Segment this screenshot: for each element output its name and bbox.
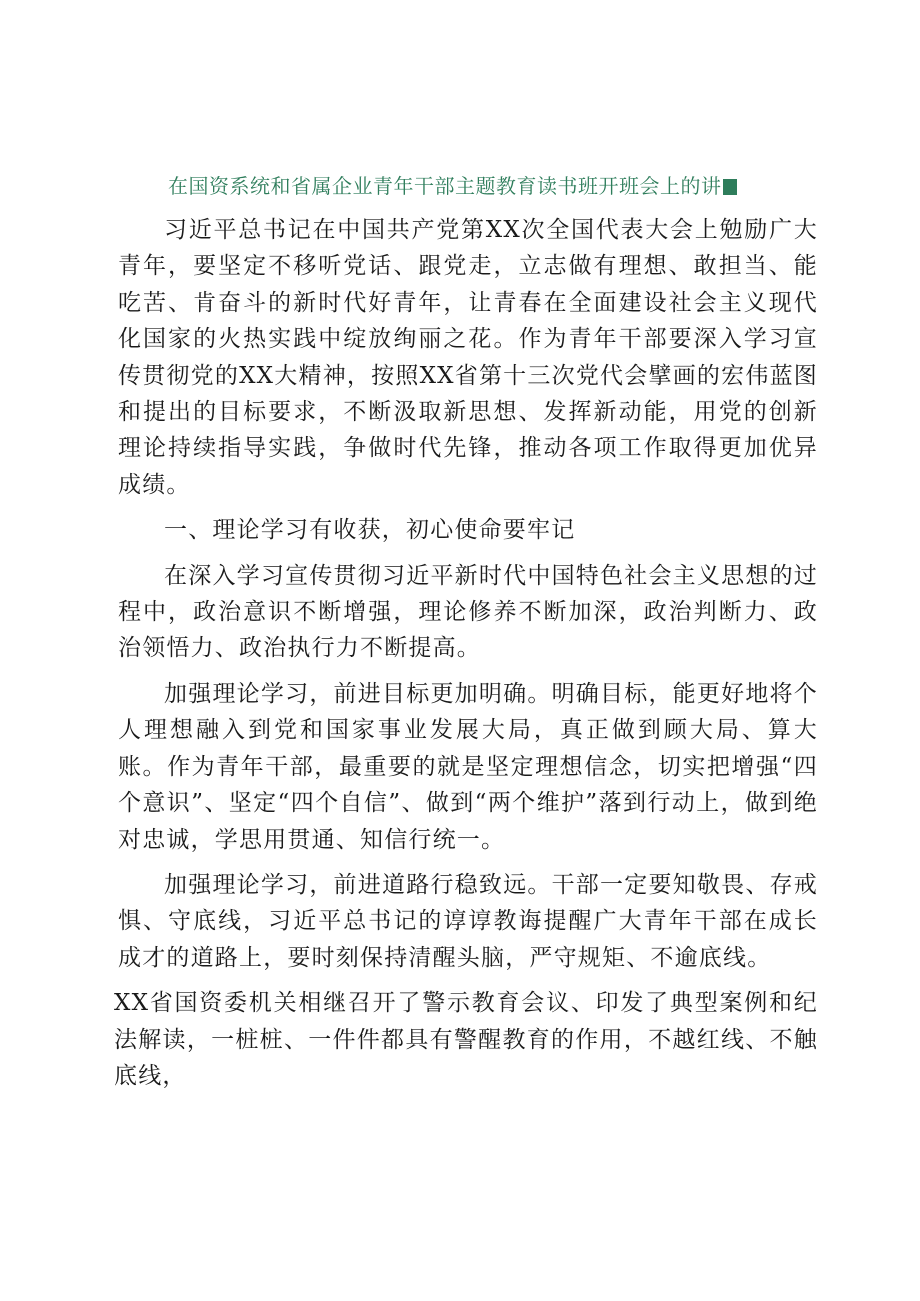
document-title-text: 在国资系统和省属企业青年干部主题教育读书班开班会上的讲 [168,174,722,198]
paragraph-goal: 加强理论学习，前进目标更加明确。明确目标，能更好地将个人理想融入到党和国家事业发展大局，真正做到顾大局、算大账。作为青年干部，最重要的就是坚定理想信念，切实把增强“四个意识”、坚定“四个自信”、做到“两个维护”落到行动上，做到绝对忠诚，学思用贯通、知信行统一。 [118,680,818,853]
document-body [114,212,818,1103]
truncation-mark-icon [723,179,737,195]
paragraph-path: 加强理论学习，前进道路行稳致远。干部一定要知敬畏、存戒惧、守底线，习近平总书记的谆谆教诲提醒广大青年干部在成长成才的道路上，要时刻保持清醒头脑，严守规矩、不逾底线。 [118,871,818,971]
document-title [168,172,818,200]
paragraph-theory: 在深入学习宣传贯彻习近平新时代中国特色社会主义思想的过程中，政治意识不断增强，理论修养不断加深，政治判断力、政治领悟力、政治执行力不断提高。 [118,562,818,662]
paragraph-intro: 习近平总书记在中国共产党第XX次全国代表大会上勉励广大青年，要坚定不移听党话、跟党走，立志做有理想、敢担当、能吃苦、肯奋斗的新时代好青年，让青春在全面建设社会主义现代化国家的火热实践中绽放绚丽之花。作为青年干部要深入学习宣传贯彻党的XX大精神，按照XX省第十三次党代会擘画的宏伟蓝图和提出的目标要求，不断汲取新思想、发挥新动能，用党的创新理论持续指导实践，争做时代先锋，推动各项工作取得更加优异成绩。 [118,217,818,498]
paragraph-warning: XX省国资委机关相继召开了警示教育会议、印发了典型案例和纪法解读，一桩桩、一件件都具有警醒教育的作用，不越红线、不触底线， [114,990,818,1089]
section-heading-1: 一、理论学习有收获，初心使命要牢记 [164,517,576,544]
